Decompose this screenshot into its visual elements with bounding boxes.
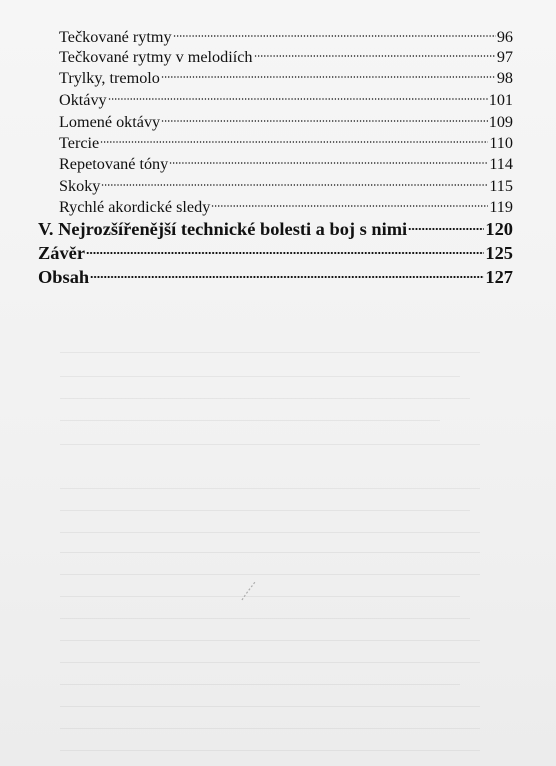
toc-entry-label: Rychlé akordické sledy: [59, 198, 211, 216]
dot-leader: [161, 74, 496, 80]
toc-entry-label: Lomené oktávy: [59, 113, 161, 131]
pencil-mark: [240, 580, 258, 602]
toc-chapter-label: Obsah: [38, 267, 90, 287]
toc-chapter-page: 125: [485, 243, 513, 263]
toc-entry: [59, 68, 513, 88]
toc-entry-label: Trylky, tremolo: [59, 69, 160, 87]
toc-entry: [59, 176, 513, 196]
toc-entry-label: Tečkované rytmy: [59, 28, 172, 46]
toc-entry-page: 114: [489, 155, 513, 173]
toc-entry-label: Skoky: [59, 177, 101, 195]
toc-entry: [59, 112, 513, 132]
toc-chapter-page: 127: [485, 267, 513, 287]
toc-entry-label: Repetované tóny: [59, 155, 169, 173]
toc-entry-page: 109: [488, 113, 513, 131]
dot-leader: [108, 96, 488, 102]
dot-leader: [161, 118, 488, 124]
toc-chapter-label: V. Nejrozšířenější technické bolesti a boj s nimi: [38, 219, 408, 239]
toc-entry: [59, 197, 513, 217]
toc-chapter-page: 120: [485, 219, 513, 239]
toc-chapter-label: Závěr: [38, 243, 85, 263]
toc-entry-page: 119: [489, 198, 513, 216]
toc-entry-page: 110: [489, 134, 513, 152]
toc-entry: [59, 133, 513, 153]
dot-leader: [100, 139, 488, 145]
toc-entry-label: Tečkované rytmy v melodiích: [59, 48, 253, 66]
toc-entry: [59, 154, 513, 174]
dot-leader: [211, 203, 488, 209]
toc-entry: [59, 47, 513, 67]
dot-leader: [90, 274, 484, 280]
dot-leader: [86, 250, 484, 256]
toc-entry-page: 96: [496, 28, 513, 46]
toc-entry-page: 115: [489, 177, 513, 195]
toc-entry-label: Tercie: [59, 134, 100, 152]
toc-entry-page: 98: [496, 69, 513, 87]
toc-entry-label: Oktávy: [59, 91, 107, 109]
dot-leader: [254, 53, 496, 59]
toc-entry-page: 97: [496, 48, 513, 66]
toc-entry: [59, 27, 513, 47]
dot-leader: [408, 226, 484, 232]
toc-chapter-entry: [38, 218, 513, 241]
toc-chapter-entry: [38, 242, 513, 265]
dot-leader: [169, 160, 488, 166]
toc-entry: [59, 90, 513, 110]
toc-entry-page: 101: [488, 91, 513, 109]
toc-chapter-entry: [38, 266, 513, 289]
dot-leader: [101, 182, 488, 188]
dot-leader: [173, 33, 496, 39]
